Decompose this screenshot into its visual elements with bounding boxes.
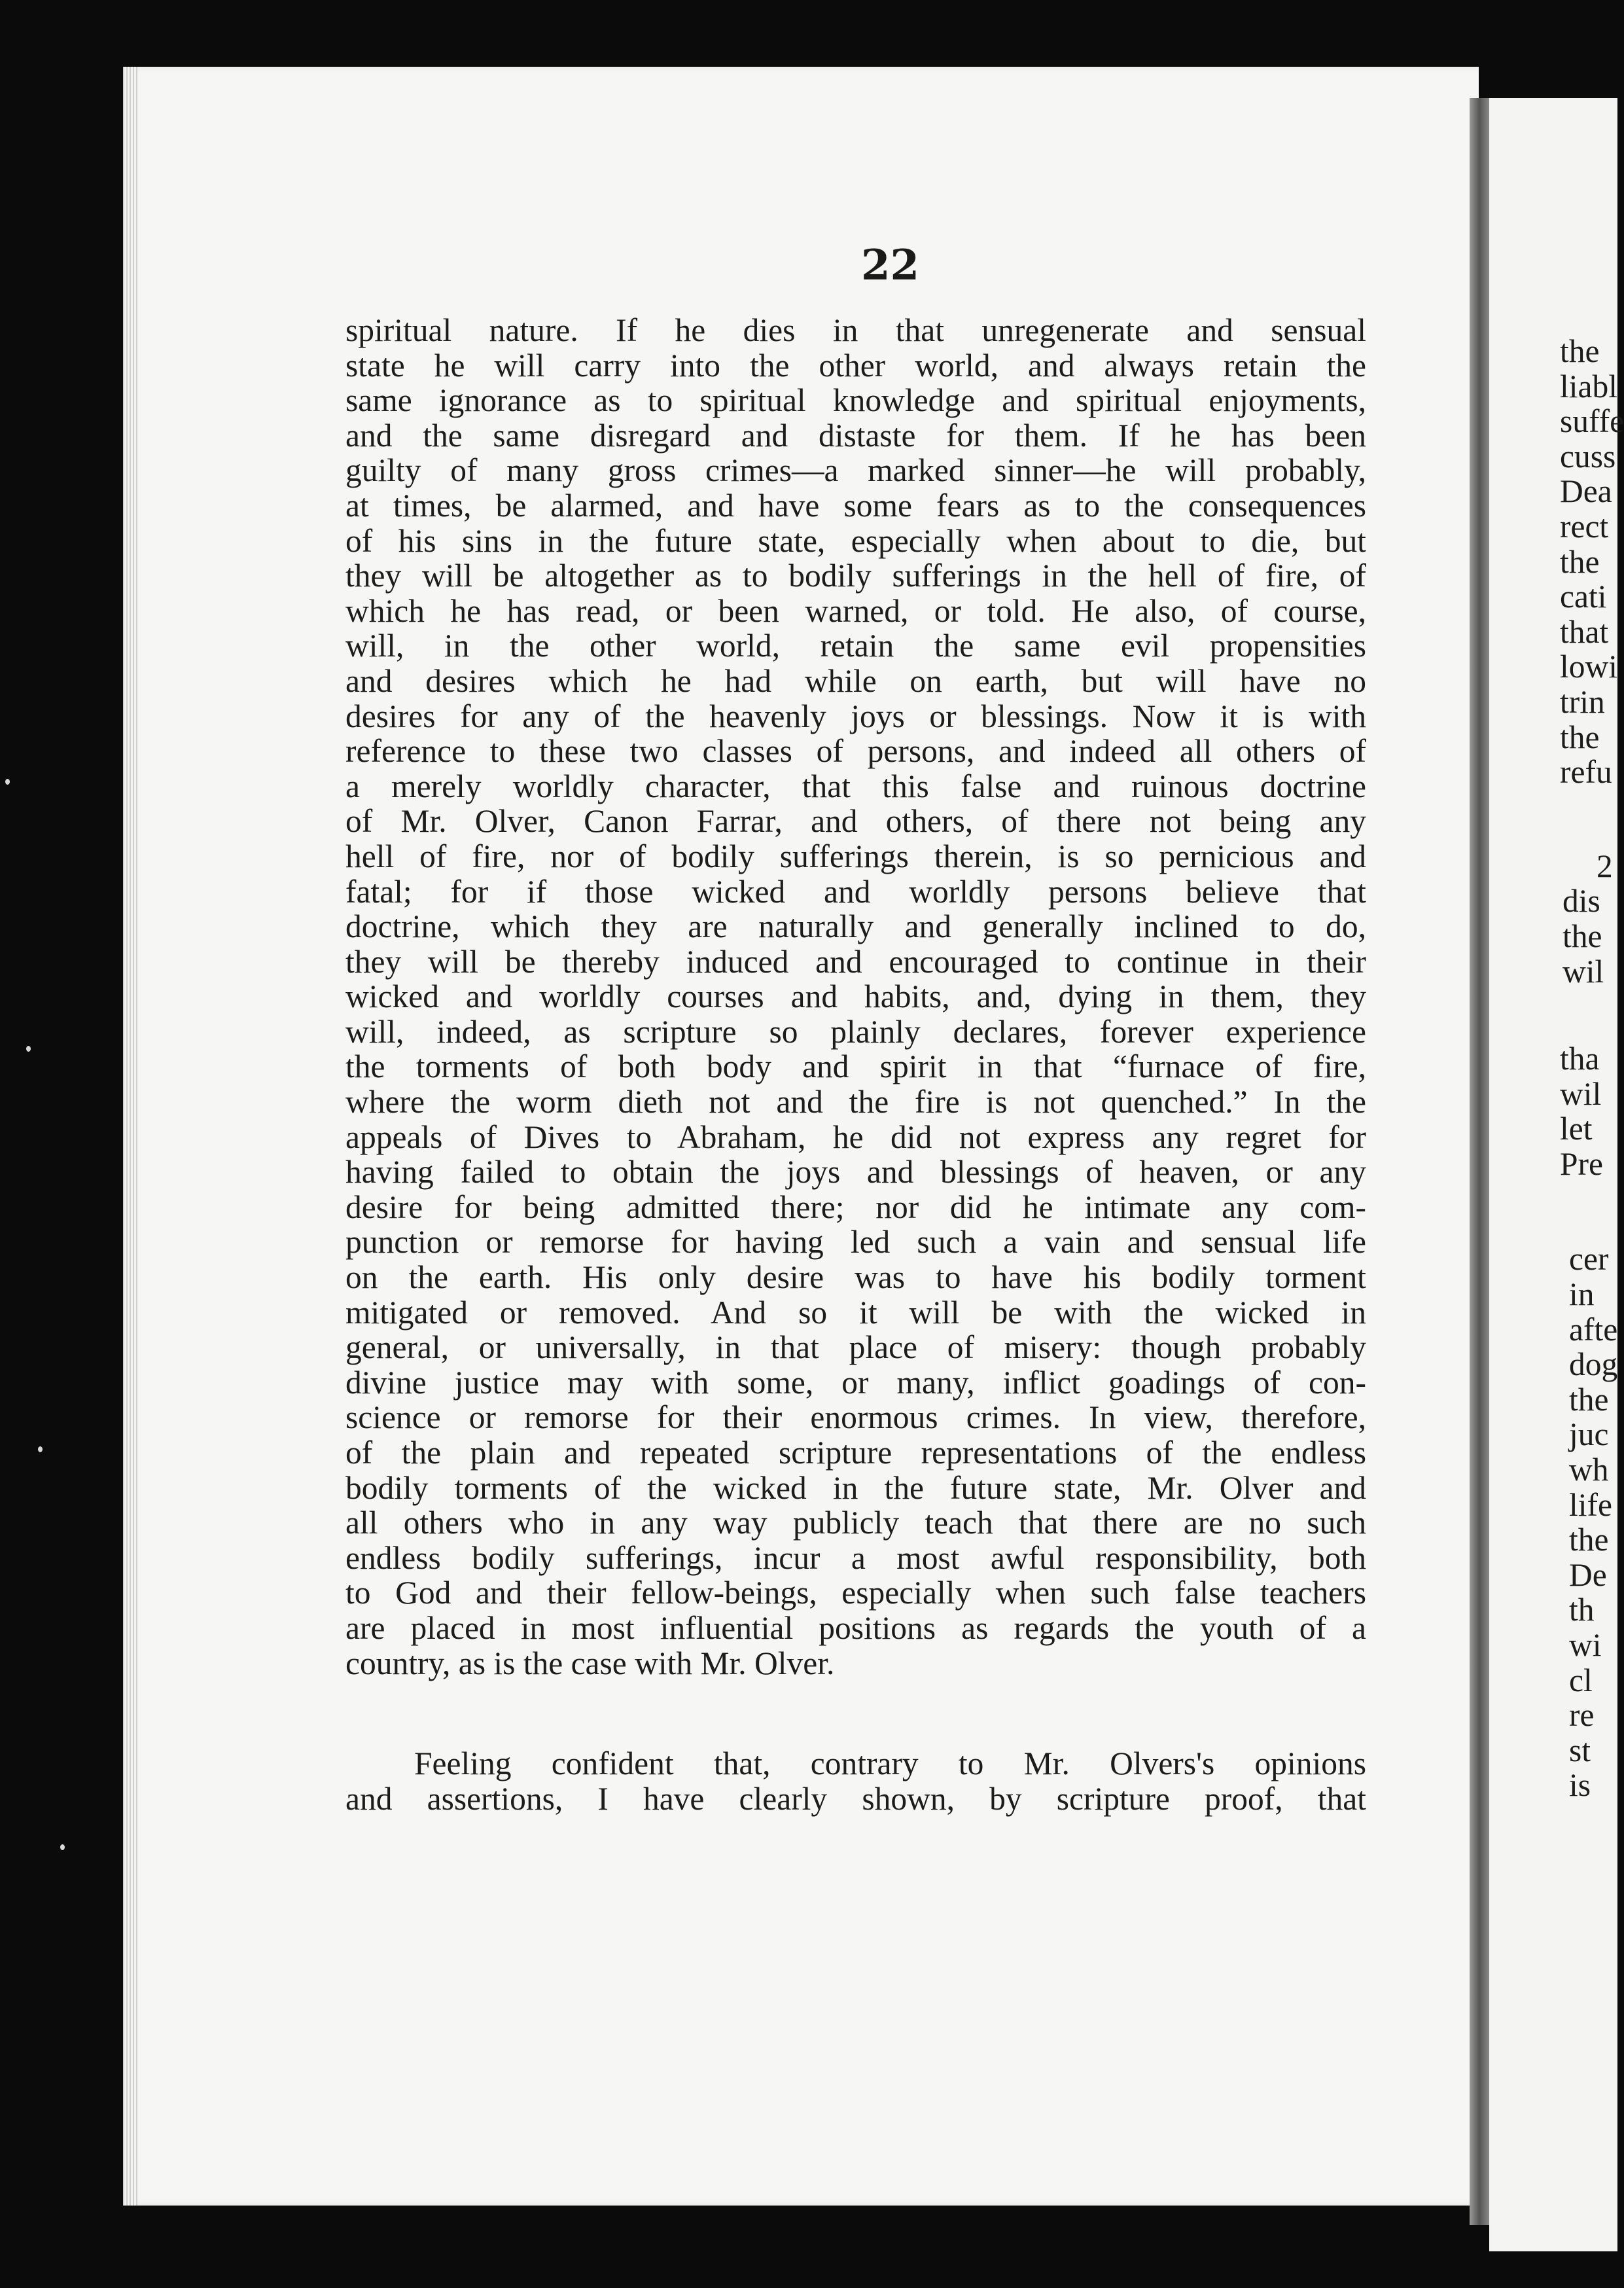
fragment-line: th [1569,1592,1595,1628]
fragment-line: trin [1560,683,1605,720]
text-line: they will be thereby induced and encouraged to continue in their [345,943,1366,980]
text-line: and the same disregard and distaste for them. If he has been [345,417,1366,454]
text-line: mitigated or removed. And so it will be with the wicked in [345,1294,1366,1331]
fragment-line: re [1569,1697,1595,1734]
text-line: country, as is the case with Mr. Olver. [345,1645,835,1681]
text-line: where the worm dieth not and the fire is not quenched.” In the [345,1084,1366,1120]
text-line: punction or remorse for having led such a vain and sensual life [345,1224,1366,1260]
fragment-line: in [1569,1276,1595,1313]
fragment-line: refu [1560,754,1612,791]
text-line: doctrine, which they are naturally and generally inclined to do, [345,908,1366,945]
text-line: they will be altogether as to bodily sufferings in the hell of fire, of [345,558,1366,594]
text-line: the torments of both body and spirit in that “furnace of fire, [345,1048,1366,1085]
fragment-line: dog [1569,1346,1618,1383]
text-line: of his sins in the future state, especially when about to die, but [345,522,1366,559]
text-line: hell of fire, nor of bodily sufferings therein, is so pernicious and [345,838,1366,874]
text-line: and assertions, I have clearly shown, by scripture proof, that [345,1780,1366,1817]
text-line: and desires which he had while on earth, but will have no [345,662,1366,699]
fragment-line: suffe [1560,403,1624,440]
facing-page-text [1560,334,1624,1803]
fragment-line: De [1569,1556,1607,1593]
text-line: desires for any of the heavenly joys or blessings. Now it is with [345,698,1366,734]
text-line: desire for being admitted there; nor did he intimate any com- [345,1189,1366,1225]
page-number: 22 [861,241,920,290]
text-line: science or remorse for their enormous crimes. In view, therefore, [345,1399,1366,1436]
fragment-line: lowi [1560,649,1618,685]
fragment-line: cer [1569,1241,1609,1278]
fragment-line: 2 [1597,848,1613,884]
fragment-line: afte [1569,1311,1618,1348]
text-line: will, indeed, as scripture so plainly declares, forever experience [345,1013,1366,1050]
fragment-line: the [1560,719,1600,755]
text-line: to God and their fellow-beings, especially when such false teachers [345,1575,1366,1611]
fragment-line: the [1569,1381,1609,1418]
fragment-line: the [1569,1522,1609,1558]
text-line: on the earth. His only desire was to have his bodily torment [345,1259,1366,1296]
text-line: will, in the other world, retain the same evil propensities [345,628,1366,664]
fragment-line: st [1569,1732,1591,1768]
text-line: of Mr. Olver, Canon Farrar, and others, of there not being any [345,803,1366,840]
book-gutter [1470,98,1489,2225]
fragment-line: the [1560,333,1600,369]
text-line: general, or universally, in that place of misery: though probably [345,1329,1366,1366]
fragment-line: the [1560,543,1600,580]
fragment-line: liabl [1560,368,1617,404]
text-line: wicked and worldly courses and habits, and, dying in them, they [345,978,1366,1015]
fragment-line: dis [1562,883,1600,920]
fragment-line: is [1569,1767,1591,1804]
page-edge-stack [123,67,137,2206]
fragment-line: tha [1560,1041,1600,1077]
text-line: Feeling confident that, contrary to Mr. Olvers's opinions [414,1745,1366,1782]
scan-speck [60,1844,65,1850]
text-line: appeals of Dives to Abraham, he did not express any regret for [345,1118,1366,1155]
text-line: reference to these two classes of persons, and indeed all others of [345,733,1366,770]
scan-speck [26,1046,31,1052]
fragment-line: that [1560,613,1609,650]
text-line: bodily torments of the wicked in the future state, Mr. Olver and [345,1469,1366,1506]
fragment-line: wil [1562,953,1604,990]
fragment-line: Dea [1560,473,1612,510]
fragment-line: life [1569,1486,1612,1523]
text-line: guilty of many gross crimes—a marked sinner—he will probably, [345,452,1366,489]
body-text [345,313,1366,1816]
text-line: same ignorance as to spiritual knowledge and spiritual enjoyments, [345,382,1366,419]
text-line: divine justice may with some, or many, inflict goadings of con- [345,1364,1366,1401]
text-line: spiritual nature. If he dies in that unregenerate and sensual [345,312,1366,348]
text-line: endless bodily sufferings, incur a most awful responsibility, both [345,1539,1366,1576]
text-line: all others who in any way publicly teach that there are no such [345,1505,1366,1541]
fragment-line: wh [1569,1452,1609,1488]
text-line: are placed in most influential positions as regards the youth of a [345,1609,1366,1646]
text-line: which he has read, or been warned, or told. He also, of course, [345,592,1366,629]
text-line: having failed to obtain the joys and blessings of heaven, or any [345,1154,1366,1190]
fragment-line: wil [1560,1075,1602,1112]
fragment-line: wi [1569,1627,1602,1663]
fragment-line: rect [1560,508,1609,545]
scan-speck [5,779,10,785]
scan-speck [38,1446,43,1452]
fragment-line: the [1562,918,1602,954]
fragment-line: Pre [1560,1145,1603,1182]
text-line: state he will carry into the other world, and always retain the [345,347,1366,384]
text-line: a merely worldly character, that this false and ruinous doctrine [345,768,1366,804]
text-line: at times, be alarmed, and have some fears as to the consequences [345,487,1366,524]
text-line: fatal; for if those wicked and worldly persons believe that [345,873,1366,910]
fragment-line: cuss [1560,438,1616,474]
fragment-line: let [1560,1111,1593,1147]
fragment-line: juc [1569,1416,1609,1453]
text-line: of the plain and repeated scripture representations of the endless [345,1435,1366,1471]
fragment-line: cl [1569,1662,1593,1698]
fragment-line: cati [1560,579,1607,615]
